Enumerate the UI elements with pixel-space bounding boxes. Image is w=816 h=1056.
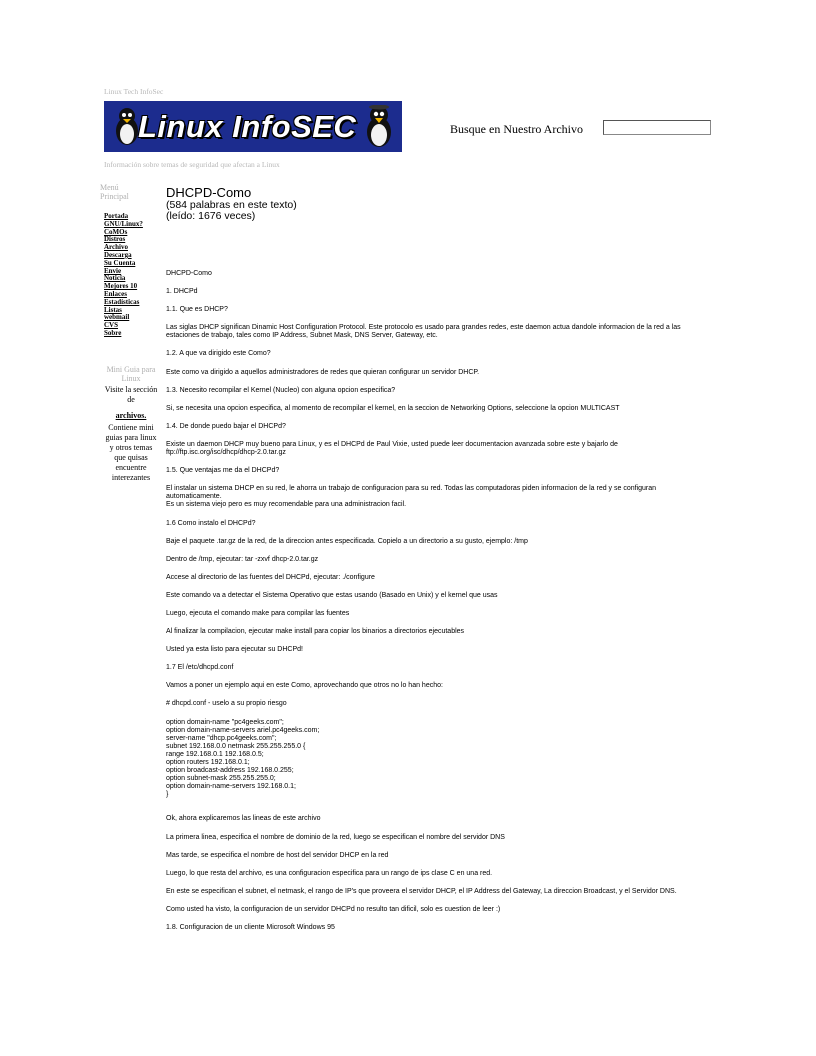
article-paragraph: Como usted ha visto, la configuracion de un servidor DHCPd no resulto tan dificil, solo es cuestion de leer :) <box>166 905 501 913</box>
menu-item-sobre[interactable]: Sobre <box>104 328 122 337</box>
section-heading: 1.6 Como instalo el DHCPd? <box>166 519 256 527</box>
menu-item-gnu-linux[interactable]: GNU/Linux? <box>104 219 143 228</box>
article-line: El instalar un sistema DHCP en su red, le ahorra un trabajo de configuracion para su red. Todas las computadoras piden informacion de la red y se configuran automaticamente. <box>166 485 657 501</box>
menu-item-listas[interactable]: Listas <box>104 305 122 314</box>
menu-item-webmail[interactable]: webmail <box>104 313 130 322</box>
menu-item-su-cuenta[interactable]: Su Cuenta <box>104 258 136 267</box>
article-line: Es un sistema viejo pero es muy recomendable para una administracion facil. <box>166 501 407 509</box>
article-paragraph: # dhcpd.conf - uselo a su propio riesgo <box>166 700 287 708</box>
article-paragraph: En este se especifican el subnet, el netmask, el rango de IP's que proveera el servidor DHCP, el IP Address del Gateway, La direccion Broadcast, y el Servidor DNS. <box>166 887 677 895</box>
article-body <box>166 270 701 942</box>
section-heading: 1.2. A que va dirigido este Como? <box>166 350 271 358</box>
section-heading: 1.7 El /etc/dhcpd.conf <box>166 664 234 672</box>
word-count: (584 palabras en este texto) <box>166 199 297 211</box>
config-code-block: option domain-name "pc4geeks.com"; option domain-name-servers ariel.pc4geeks.com; server-name "dhcp.pc4geeks.com"; subnet 192.168.0.0 netmask 255.255.255.0 { range 192.168.0.1 192.168.0.5; option routers 192.168.0.1; option broadcast-address 192.168.0.255; option subnet-mask 255.255.255.0; option domain-name-servers 192.168.0.1; } <box>166 718 320 799</box>
mini-guide-box <box>104 365 158 483</box>
mini-guide-text-1: Visite la sección de <box>104 385 158 404</box>
site-logo[interactable] <box>104 101 402 152</box>
search-input[interactable] <box>603 120 711 135</box>
penguin-icon <box>360 105 398 149</box>
main-menu <box>104 213 156 338</box>
article-paragraph: DHCPD-Como <box>166 270 212 277</box>
article-paragraph: Ok, ahora explicaremos las lineas de este archivo <box>166 815 321 823</box>
sidebar <box>100 183 158 482</box>
menu-item-enlaces[interactable]: Enlaces <box>104 289 127 298</box>
article-paragraph: La primera linea, especifica el nombre de dominio de la red, luego se especifican el nombre del servidor DNS <box>166 833 505 841</box>
menu-item-descarga[interactable]: Descarga <box>104 250 132 259</box>
menu-item-estadisticas[interactable]: Estadísticas <box>104 297 140 306</box>
menu-item-cvs[interactable]: CVS <box>104 321 119 330</box>
mini-guide-text-2: Contiene mini guias para linux y otros temas que quisas encuentre interezantes <box>105 423 157 482</box>
menu-item-noticia[interactable]: Noticia <box>104 274 126 283</box>
article-paragraph: Si, se necesita una opcion especifica, al momento de recompilar el kernel, en la seccion de Networking Options, seleccione la opcion MULTICAST <box>166 404 620 412</box>
menu-item-archivo[interactable]: Archivo <box>104 243 128 252</box>
article-paragraph: Usted ya esta listo para ejecutar su DHCPd! <box>166 646 303 654</box>
menu-item-distros[interactable]: Distros <box>104 235 126 244</box>
article-paragraph: Este comando va a detectar el Sistema Operativo que estas usando (Basado en Unix) y el kernel que usas <box>166 591 498 599</box>
article-paragraph: Luego, ejecuta el comando make para compilar las fuentes <box>166 609 350 617</box>
article-paragraph: Dentro de /tmp, ejecutar: tar -zxvf dhcp-2.0.tar.gz <box>166 555 319 563</box>
article-paragraph: Las siglas DHCP significan Dinamic Host Configuration Protocol. Este protocolo es usado para grandes redes, este daemon actua dandole informacion de la red a las estaciones de trabajo, tales como IP Address, Subnet Mask, DNS Server, Gateway, etc. <box>166 324 681 340</box>
menu-title: Menú Principal <box>100 183 129 201</box>
article-paragraph: Existe un daemon DHCP muy bueno para Linux, y es el DHCPd de Paul Vixie, usted puede leer documentacion avanzada sobre este y bajarlo de ftp://ftp.isc.org/isc/dhcp/dhcp-2.0.tar.gz <box>166 440 618 457</box>
site-top-label: Linux Tech InfoSec <box>104 87 164 96</box>
menu-item-comos[interactable]: CoMOs <box>104 227 128 236</box>
article-paragraph: Al finalizar la compilacion, ejecutar make install para copiar los binarios a directorios ejecutables <box>166 628 465 636</box>
logo-text: Linux InfoSEC <box>138 109 357 144</box>
article-paragraph: Accese al directorio de las fuentes del DHCPd, ejecutar: ./configure <box>166 573 375 581</box>
menu-item-envie[interactable]: Envie <box>104 266 122 275</box>
section-heading: 1.8. Configuracion de un cliente Microsoft Windows 95 <box>166 924 335 932</box>
article-paragraph: Vamos a poner un ejemplo aqui en este Como, aprovechando que otros no lo han hecho: <box>166 682 443 690</box>
menu-item-mejores-10[interactable]: Mejores 10 <box>104 282 138 291</box>
article-header <box>166 186 706 222</box>
menu-item-portada[interactable]: Portada <box>104 212 129 220</box>
section-heading: 1.4. De donde puedo bajar el DHCPd? <box>166 422 286 430</box>
search-label: Busque en Nuestro Archivo <box>450 122 583 136</box>
archivos-link[interactable]: archivos. <box>115 411 147 420</box>
mini-guide-title: Mini Guia para Linux <box>106 365 156 383</box>
read-count: (leído: 1676 veces) <box>166 210 256 222</box>
site-tagline: Información sobre temas de seguridad que afectan a Linux <box>104 160 280 169</box>
article-paragraph: Mas tarde, se especifica el nombre de host del servidor DHCP en la red <box>166 851 389 859</box>
article-paragraph <box>166 485 701 509</box>
article-paragraph: Este como va dirigido a aquellos administradores de redes que quieran configurar un servidor DHCP. <box>166 368 480 376</box>
page-title: DHCPD-Como <box>166 185 252 200</box>
article-paragraph: Luego, lo que resta del archivo, es una configuracion especifica para un rango de ips clase C en una red. <box>166 869 493 877</box>
section-heading: 1.5. Que ventajas me da el DHCPd? <box>166 467 280 475</box>
section-heading: 1. DHCPd <box>166 288 198 296</box>
section-heading: 1.3. Necesito recompilar el Kernel (Nucleo) con alguna opcion especifica? <box>166 386 396 394</box>
article-paragraph: Baje el paquete .tar.gz de la red, de la direccion antes especificada. Copielo a un directorio a su gusto, ejemplo: /tmp <box>166 537 528 545</box>
section-heading: 1.1. Que es DHCP? <box>166 306 228 314</box>
